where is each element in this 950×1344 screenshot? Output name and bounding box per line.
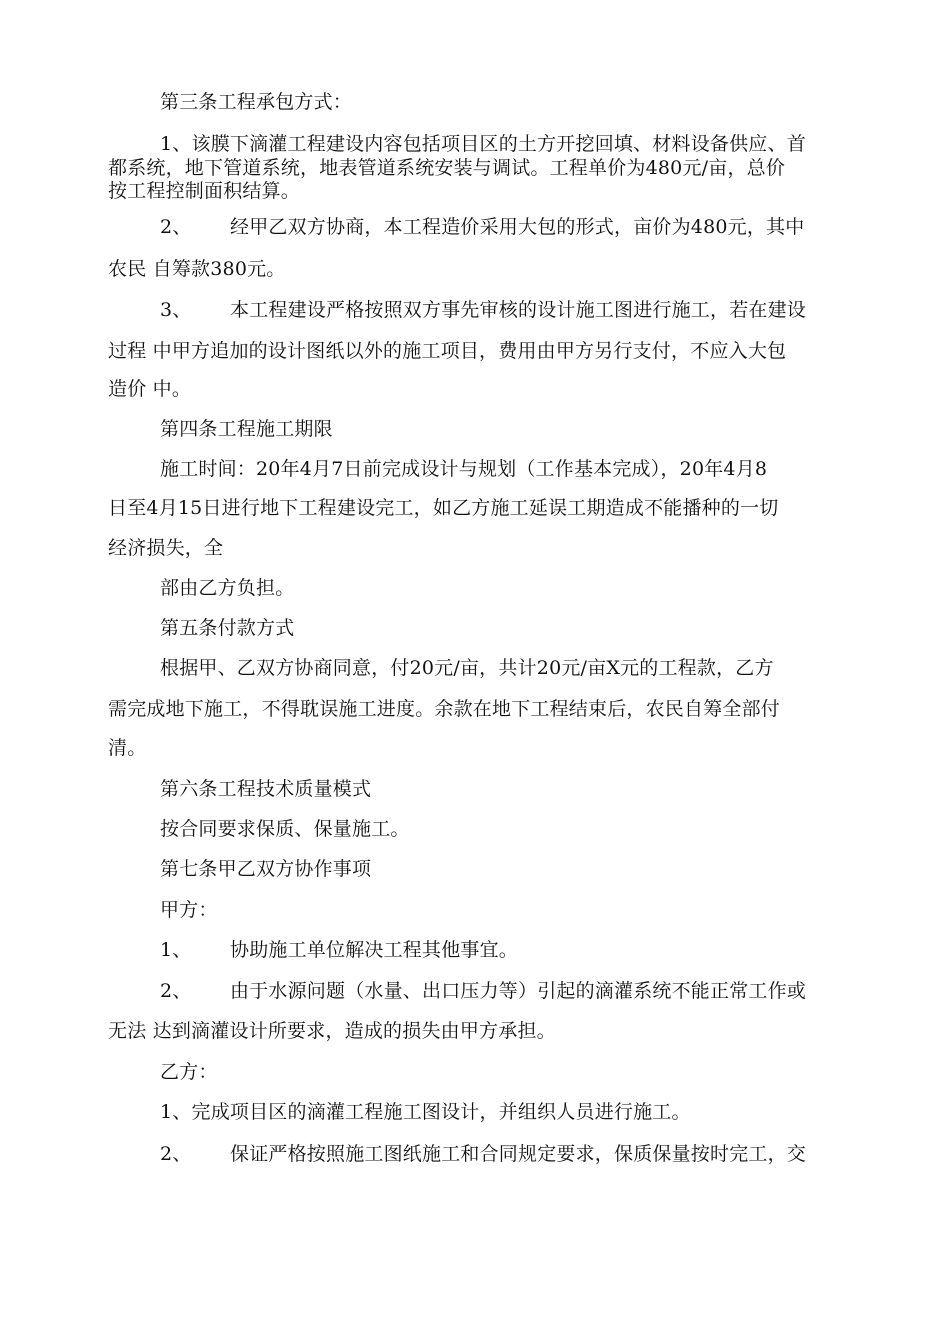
item-number: 2、 xyxy=(160,1143,192,1165)
paragraph-line: 本工程建设严格按照双方事先审核的设计施工图进行施工，若在建设 xyxy=(230,299,807,321)
paragraph-line: 日至4月15日进行地下工程建设完工，如乙方施工延误工期造成不能播种的一切 xyxy=(108,497,779,519)
paragraph-line: 都系统，地下管道系统，地表管道系统安装与调试。工程单价为480元/亩，总价 xyxy=(108,157,786,179)
paragraph-line: 清。 xyxy=(108,737,147,759)
heading-article-4: 第四条工程施工期限 xyxy=(160,418,333,440)
heading-article-3: 第三条工程承包方式： xyxy=(160,91,353,113)
heading-article-6: 第六条工程技术质量模式 xyxy=(160,778,372,800)
paragraph-line: 需完成地下施工，不得耽误施工进度。余款在地下工程结束后，农民自筹全部付 xyxy=(108,698,781,720)
party-a-label: 甲方： xyxy=(160,899,218,921)
item-number: 2、 xyxy=(160,216,192,238)
paragraph-line: 协助施工单位解决工程其他事宜。 xyxy=(230,939,519,961)
paragraph-line: 1、完成项目区的滴灌工程施工图设计，并组织人员进行施工。 xyxy=(160,1101,691,1123)
item-number: 2、 xyxy=(160,980,192,1002)
paragraph-line: 农民 自筹款380元。 xyxy=(108,258,286,280)
paragraph-line: 无法 达到滴灌设计所要求，造成的损失由甲方承担。 xyxy=(108,1020,556,1042)
paragraph-line: 1、该膜下滴灌工程建设内容包括项目区的土方开挖回填、材料设备供应、首 xyxy=(160,133,806,155)
paragraph-line: 部由乙方负担。 xyxy=(160,577,295,599)
item-number: 1、 xyxy=(160,939,192,961)
heading-article-5: 第五条付款方式 xyxy=(160,617,295,639)
party-b-label: 乙方： xyxy=(160,1061,218,1083)
heading-article-7: 第七条甲乙双方协作事项 xyxy=(160,858,372,880)
paragraph-line: 根据甲、乙双方协商同意，付20元/亩，共计20元/亩X元的工程款，乙方 xyxy=(160,657,774,679)
item-number: 3、 xyxy=(160,299,192,321)
paragraph-line: 过程 中甲方追加的设计图纸以外的施工项目，费用由甲方另行支付，不应入大包 xyxy=(108,340,787,362)
paragraph-line: 按合同要求保质、保量施工。 xyxy=(160,818,410,840)
paragraph-line: 保证严格按照施工图纸施工和合同规定要求，保质保量按时完工，交 xyxy=(230,1143,807,1165)
paragraph-line: 施工时间：20年4月7日前完成设计与规划（工作基本完成），20年4月8 xyxy=(160,458,768,480)
paragraph-line: 由于水源问题（水量、出口压力等）引起的滴灌系统不能正常工作或 xyxy=(230,980,807,1002)
paragraph-line: 造价 中。 xyxy=(108,378,192,400)
paragraph-line: 经济损失，全 xyxy=(108,537,224,559)
paragraph-line: 按工程控制面积结算。 xyxy=(108,180,301,202)
paragraph-line: 经甲乙双方协商，本工程造价采用大包的形式，亩价为480元，其中 xyxy=(230,216,805,238)
